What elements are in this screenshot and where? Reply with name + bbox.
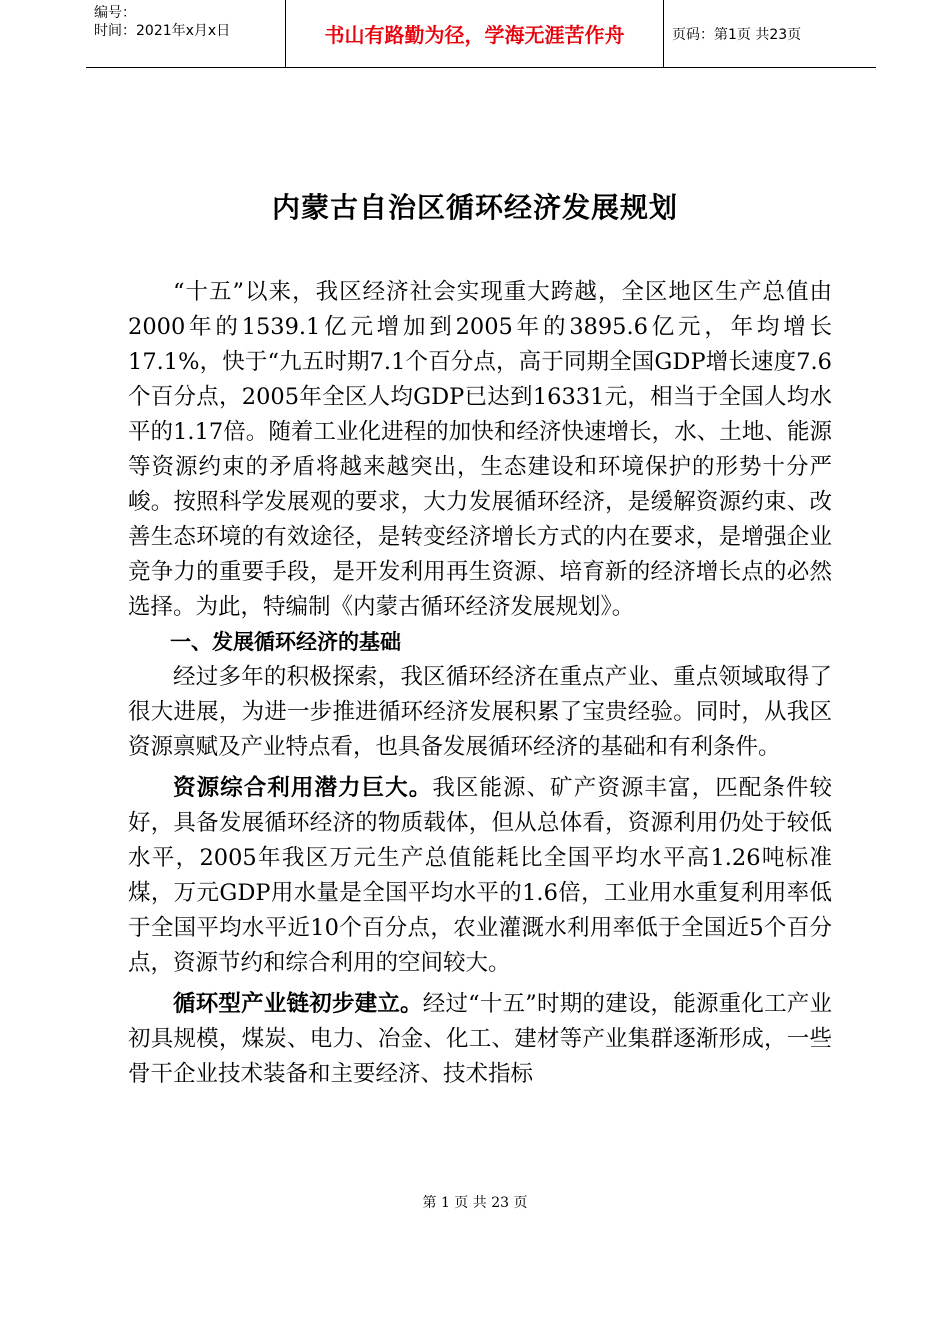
paragraph-resources: [128, 771, 832, 981]
paragraph-industry-chain: [128, 987, 832, 1092]
paragraph-industry-chain-text: 经过“十五”时期的建设，能源重化工产业初具规模，煤炭、电力、冶金、化工、建材等产业集群逐渐形成，一些骨干企业技术装备和主要经济、技术指标: [128, 991, 832, 1087]
paragraph-industry-chain-lead: 循环型产业链初步建立。: [173, 991, 423, 1017]
paragraph-intro: “十五”以来，我区经济社会实现重大跨越，全区地区生产总值由2000年的1539.1亿元增加到2005年的3895.6亿元，年均增长17.1%，快于“九五时期7.1个百分点，高于同期全国GDP增长速度7.6个百分点，2005年全区人均GDP已达到16331元，相当于全国人均水平的1.17倍。随着工业化进程的加快和经济快速增长，水、土地、能源等资源约束的矛盾将越来越突出，生态建设和环境保护的形势十分严峻。按照科学发展观的要求，大力发展循环经济，是缓解资源约束、改善生态环境的有效途径，是转变经济增长方式的内在要求，是增强企业竞争力的重要手段，是开发利用再生资源、培育新的经济增长点的必然选择。为此，特编制《内蒙古循环经济发展规划》。: [128, 279, 832, 620]
header-motto: 书山有路勤为径，学海无涯苦作舟: [286, 0, 664, 67]
header-page-info: 页码：第1页 共23页: [672, 26, 802, 43]
time-label: 时间：2021年x月x日: [94, 23, 231, 39]
page-header: [86, 0, 876, 68]
section-heading: 一、发展循环经济的基础: [170, 630, 401, 654]
page-footer: 第 1 页 共 23 页: [422, 1195, 528, 1211]
paragraph-basis: 经过多年的积极探索，我区循环经济在重点产业、重点领域取得了很大进展，为进一步推进循环经济发展积累了宝贵经验。同时，从我区资源禀赋及产业特点看，也具备发展循环经济的基础和有利条件。: [128, 664, 832, 760]
paragraph-resources-text: 我区能源、矿产资源丰富，匹配条件较好，具备发展循环经济的物质载体，但从总体看，资源利用仍处于较低水平，2005年我区万元生产总值能耗比全国平均水平高1.26吨标准煤，万元GDP用水量是全国平均水平的1.6倍，工业用水重复利用率低于全国平均水平近10个百分点，农业灌溉水利用率低于全国近5个百分点，资源节约和综合利用的空间较大。: [128, 775, 832, 976]
document-body: [128, 275, 832, 1092]
paragraph-resources-lead: 资源综合利用潜力巨大。: [173, 775, 433, 801]
document-title: 内蒙古自治区循环经济发展规划: [271, 191, 678, 224]
header-meta: [86, 0, 286, 67]
number-label: 编号：: [94, 5, 136, 21]
